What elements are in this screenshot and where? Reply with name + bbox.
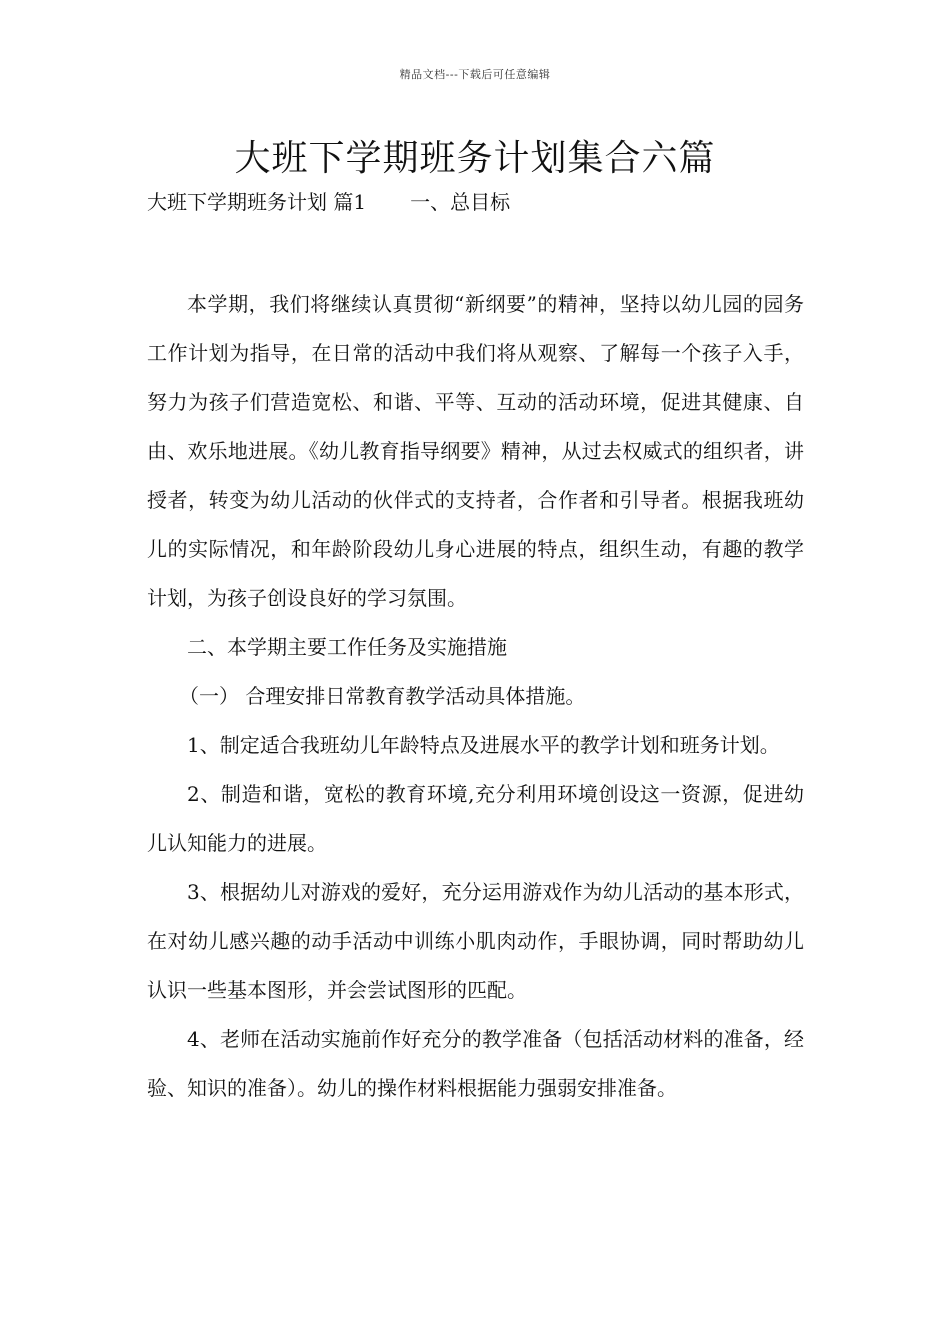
body-paragraph: 1、制定适合我班幼儿年龄特点及进展水平的教学计划和班务计划。: [187, 733, 780, 757]
section-heading-right: 一、总目标: [410, 190, 511, 214]
section-heading-row: [147, 186, 510, 215]
section-heading-left: 大班下学期班务计划 篇1: [147, 190, 367, 214]
body-paragraph: 本学期，我们将继续认真贯彻“新纲要”的精神，坚持以幼儿园的园务工作计划为指导，在日常的活动中我们将从观察、了解每一个孩子入手，努力为孩子们营造宽松、和谐、平等、互动的活动环境，促进其健康、自由、欢乐地进展。《幼儿教育指导纲要》精神，从过去权威式的组织者，讲授者，转变为幼儿活动的伙伴式的支持者，合作者和引导者。根据我班幼儿的实际情况，和年龄阶段幼儿身心进展的特点，组织生动，有趣的教学计划，为孩子创设良好的学习氛围。: [147, 292, 804, 610]
page-header-note: 精品文档---下载后可任意编辑: [399, 68, 551, 81]
body-paragraph: 2、制造和谐，宽松的教育环境,充分利用环境创设这一资源，促进幼儿认知能力的进展。: [147, 782, 804, 855]
body-paragraph: 二、本学期主要工作任务及实施措施: [187, 635, 507, 659]
document-body: [147, 280, 804, 1113]
body-paragraph: 3、根据幼儿对游戏的爱好，充分运用游戏作为幼儿活动的基本形式，在对幼儿感兴趣的动手活动中训练小肌肉动作，手眼协调，同时帮助幼儿认识一些基本图形，并会尝试图形的匹配。: [147, 880, 804, 1002]
document-title: 大班下学期班务计划集合六篇: [234, 138, 716, 179]
body-paragraph: 4、老师在活动实施前作好充分的教学准备（包括活动材料的准备，经验、知识的准备）。幼儿的操作材料根据能力强弱安排准备。: [147, 1027, 804, 1100]
body-paragraph: （一） 合理安排日常教育教学活动具体措施。: [179, 684, 586, 708]
